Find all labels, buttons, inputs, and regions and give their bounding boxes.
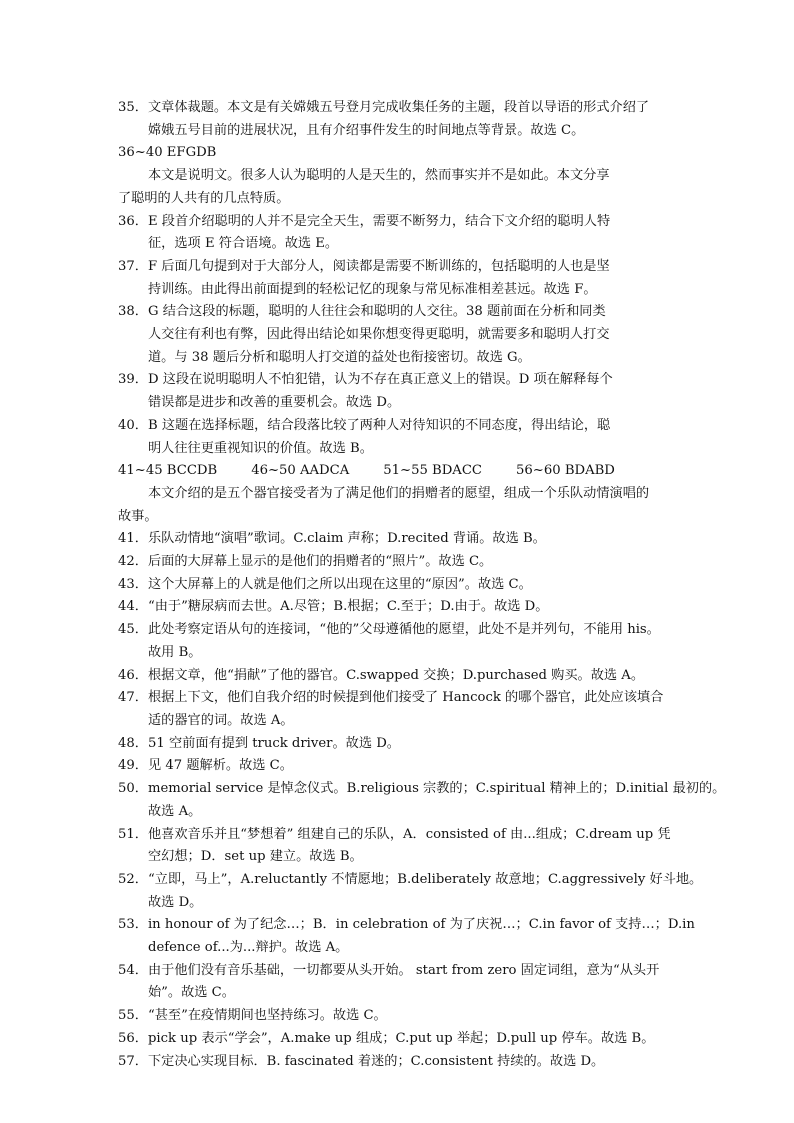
answer-group: 46~50 AADCA [251,463,350,479]
text-line: 43．这个大屏幕上的人就是他们之所以出现在这里的“原因”。故选 C。 [118,576,532,592]
text-line: 47．根据上下文，他们自我介绍的时候提到他们接受了 Hancock 的哪个器官，此处应该填合 [118,690,664,706]
text-line: 适的器官的词。故选 A。 [148,712,294,728]
answer-explanations-41-57 [118,483,726,1073]
text-line: 了聪明的人共有的几点特质。 [118,190,290,206]
text-line: 55．“甚至”在疫情期间也坚持练习。故选 C。 [118,1008,387,1024]
answer-key-41-60 [118,460,676,483]
text-line: 始”。故选 C。 [148,985,235,1001]
text-line: 42．后面的大屏幕上显示的是他们的捐赠者的“照片”。故选 C。 [118,554,493,570]
text-line: 本文是说明文。很多人认为聪明的人是天生的，然而事实并不是如此。本文分享 [148,168,610,184]
text-line: 明人往往更重视知识的价值。故选 B。 [148,440,373,456]
answer-group: 56~60 BDABD [516,463,615,479]
text-line: 40．B 这题在选择标题，结合段落比较了两种人对待知识的不同态度，得出结论，聪 [118,417,611,433]
text-line: 持训练。由此得出前面提到的轻松记忆的现象与常见标准相差甚远。故选 F。 [148,281,597,297]
text-line: 嫦娥五号目前的进展状况，且有介绍事件发生的时间地点等背景。故选 C。 [148,122,585,138]
text-line: 38．G 结合这段的标题，聪明的人往往会和聪明的人交往。38 题前面在分析和同类 [118,304,606,320]
text-line: 44．“由于”糖尿病而去世。A.尽管；B.根据；C.至于；D.由于。故选 D。 [118,599,549,615]
text-line: 39．D 这段在说明聪明人不怕犯错，认为不存在真正意义上的错误。D 项在解释每个 [118,372,613,388]
text-line: 错误都是进步和改善的重要机会。故选 D。 [148,395,401,411]
text-line: 人交往有利也有弊，因此得出结论如果你想变得更聪明，就需要多和聪明人打交 [148,327,610,343]
text-line: 50．memorial service 是悼念仪式。B.religious 宗教的；C.spiritual 精神上的；D.initial 最初的。 [118,781,726,797]
text-line: 56．pick up 表示“学会”，A.make up 组成；C.put up 举起；D.pull up 停车。故选 B。 [118,1030,655,1046]
text-line: 52．“立即，马上”，A.reluctantly 不情愿地；B.deliberately 故意地；C.aggressively 好斗地。 [118,871,703,887]
text-line: 征，选项 E 符合语境。故选 E。 [148,236,339,252]
text-line: 51．他喜欢音乐并且“梦想着” 组建自己的乐队，A．consisted of 由...组成；C.dream up 凭 [118,826,671,842]
text-line: 故事。 [118,508,158,524]
text-line: 53．in honour of 为了纪念…；B．in celebration of 为了庆祝…；C.in favor of 支持…；D.in [118,917,695,933]
text-line: 57．下定决心实现目标．B. fascinated 着迷的；C.consistent 持续的。故选 D。 [118,1053,605,1069]
text-line: 36~40 EFGDB [118,145,217,161]
text-line: 36．E 段首介绍聪明的人并不是完全天生，需要不断努力，结合下文介绍的聪明人特 [118,213,611,229]
text-line: defence of...为...辩护。故选 A。 [148,940,349,956]
text-line: 45．此处考察定语从句的连接词，“他的”父母遵循他的愿望，此处不是并列句，不能用 his。 [118,622,660,638]
text-line: 48．51 空前面有提到 truck driver。故选 D。 [118,735,400,751]
text-line: 54．由于他们没有音乐基础，一切都要从头开始。 start from zero 固定词组，意为“从头开 [118,962,660,978]
text-line: 37．F 后面几句提到对于大部分人，阅读都是需要不断训练的，包括聪明的人也是坚 [118,258,610,274]
text-line: 49．见 47 题解析。故选 C。 [118,758,293,774]
text-line: 故用 B。 [148,644,202,660]
text-line: 46．根据文章，他“捐献”了他的器官。C.swapped 交换；D.purchased 购买。故选 A。 [118,667,645,683]
answer-group: 51~55 BDACC [383,463,483,479]
text-line: 故选 D。 [148,894,203,910]
text-line: 故选 A。 [148,803,202,819]
text-line: 本文介绍的是五个器官接受者为了满足他们的捐赠者的愿望，组成一个乐队动情演唱的 [148,485,650,501]
answer-explanations-35-40 [118,97,676,460]
answer-group: 41~45 BCCDB [118,463,218,479]
text-line: 35．文章体裁题。本文是有关嫦娥五号登月完成收集任务的主题，段首以导语的形式介绍了 [118,100,650,115]
text-line: 41．乐队动情地“演唱”歌词。C.claim 声称；D.recited 背诵。故选 B。 [118,531,546,547]
text-line: 道。与 38 题后分析和聪明人打交道的益处也衔接密切。故选 G。 [148,349,531,365]
text-line: 空幻想；D．set up 建立。故选 B。 [148,849,363,865]
